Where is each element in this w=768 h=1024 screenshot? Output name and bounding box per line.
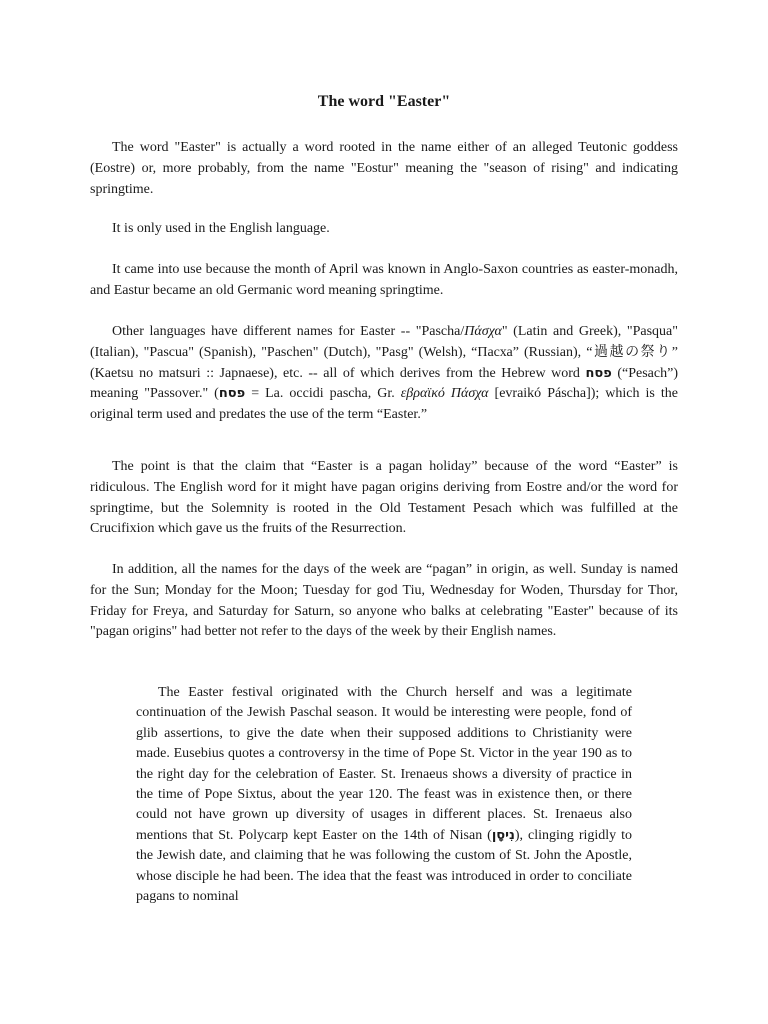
hebrew-word: נִיסָן xyxy=(491,827,515,843)
text-segment: [evraikó Páscha]); which is the original term used and predates the use of the term “Easter.” xyxy=(90,386,678,423)
hebrew-word: פסח xyxy=(585,365,612,381)
quote-text: ), clinging rigidly to the Jewish date, and claiming that he was following the custom of St. John the Apostle, whose disciple he had been. The idea that the feast was introduced in order to conciliate pagans to nominal xyxy=(136,827,633,905)
paragraph-weekdays: In addition, all the names for the days of the week are “pagan” in origin, as well. Sunday is named for the Sun; Monday for the Moon; Tuesday for god Tiu, Wednesday for Woden, Thursday for Thor, Friday for Freya, and Saturday for Saturn, so anyone who balks at celebrating "Easter" because of its "pagan origins" had better not refer to the days of the week by their English names. xyxy=(90,562,678,640)
paragraph-april: It came into use because the month of April was known in Anglo-Saxon countries as easter-monadh, and Eastur became an old Germanic word meaning springtime. xyxy=(90,262,678,298)
page-title: The word "Easter" xyxy=(317,93,451,110)
text-segment: = La. occidi pascha, Gr. xyxy=(245,386,401,402)
paragraph-other-languages xyxy=(90,322,678,426)
text-segment: (“Pesach”) meaning "Passover." ( xyxy=(90,365,678,402)
block-quote xyxy=(136,683,632,907)
text-segment: " (Latin and Greek), "Pasqua" (Italian), "Pascua" (Spanish), "Paschen" (Dutch), "Pasg" (Welsh), “Пасха” (Russian), “過越の祭り” (Kaetsu no matsuri :: Japnaese), etc. -- all of which derives from the Hebrew word xyxy=(90,324,678,381)
quote-text: The Easter festival originated with the Church herself and was a legitimate continuation of the Jewish Paschal season. It would be interesting were people, fond of glib assertions, to give the date when their supposed additions to Christianity were made. Eusebius quotes a controversy in the time of Pope St. Victor in the year 190 as to the right day for the celebration of Easter. St. Irenaeus shows a diversity of practice in the time of Pope Sixtus, about the year 120. The feast was in existence then, or there could not have grown up diversity of usages in different places. St. Irenaeus also mentions that St. Polycarp kept Easter on the 14th of Nisan ( xyxy=(136,685,632,843)
paragraph-pagan-claim: The point is that the claim that “Easter is a pagan holiday” because of the word “Easter” is ridiculous. The English word for it might have pagan origins deriving from Eostre and/or the word for springtime, but the Solemnity is rooted in the Old Testament Pesach which was fulfilled at the Crucifixion which gave us the fruits of the Resurrection. xyxy=(90,459,678,537)
text-segment: Other languages have different names for Easter -- "Pascha/ xyxy=(112,324,465,339)
paragraph-origin: The word "Easter" is actually a word rooted in the name either of an alleged Teutonic goddess (Eostre) or, more probably, from the name "Eostur" meaning the "season of rising" and indicating springtime. xyxy=(90,140,678,197)
greek-word: Πάσχα xyxy=(464,324,502,339)
hebrew-word: פסח xyxy=(218,386,246,402)
greek-phrase: εβραϊκό Πάσχα xyxy=(400,386,489,402)
paragraph-english-only: It is only used in the English language. xyxy=(112,221,330,236)
